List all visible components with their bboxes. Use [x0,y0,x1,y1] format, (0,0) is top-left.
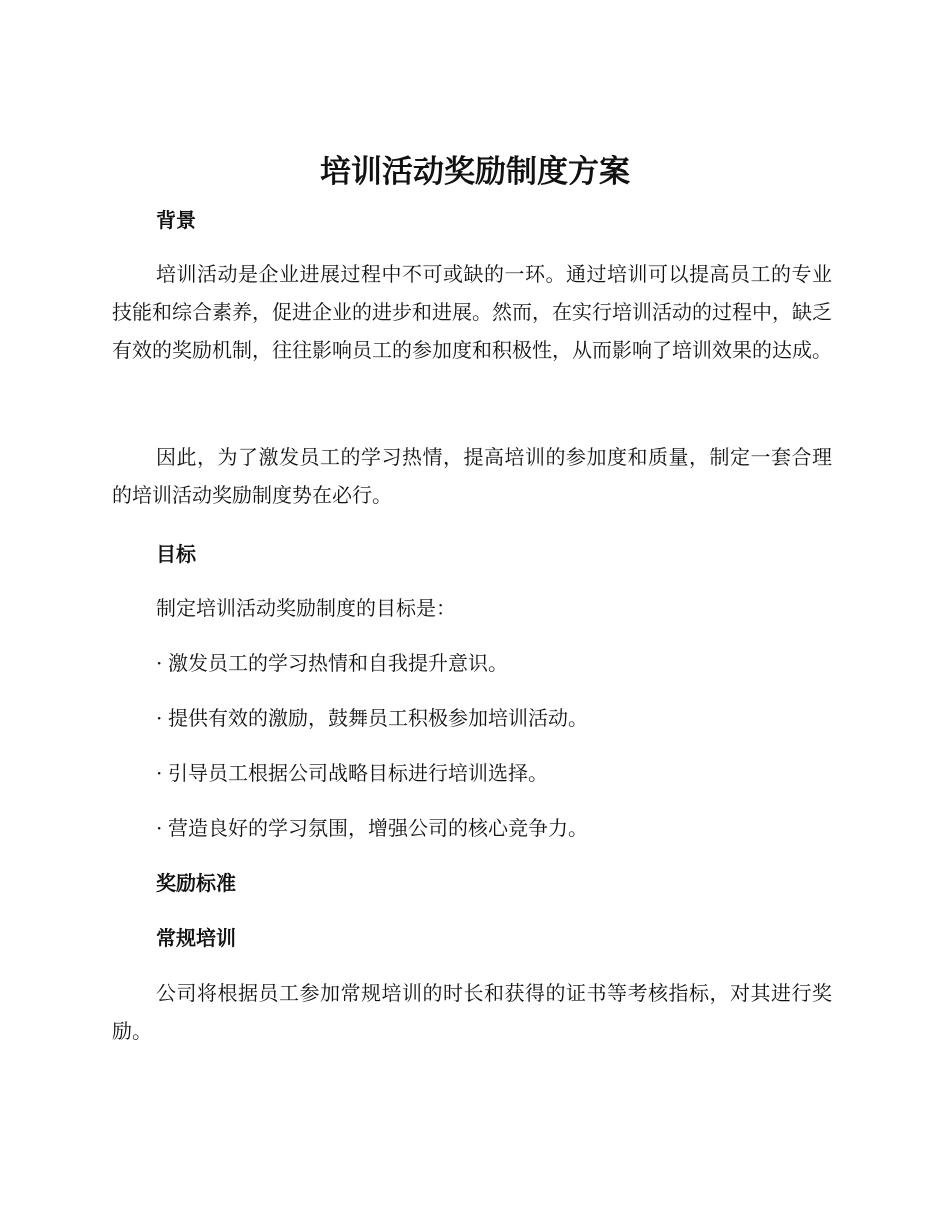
section-heading-goals: 目标 [156,542,196,566]
goal-text: 提供有效的激励，鼓舞员工积极参加培训活动。 [168,706,588,730]
goal-text: 引导员工根据公司战略目标进行培训选择。 [168,761,548,785]
section-heading-background: 背景 [156,208,196,232]
subsection-heading-regular-training: 常规培训 [156,926,236,950]
goal-list-item [156,649,508,677]
document-title: 培训活动奖励制度方案 [320,154,630,190]
section-heading-criteria: 奖励标准 [156,871,236,895]
goal-text: 营造良好的学习氛围，增强公司的核心竞争力。 [168,816,588,840]
bullet-icon: · [156,761,163,785]
goal-list-item [156,759,548,787]
goal-text: 激发员工的学习热情和自我提升意识。 [168,651,508,675]
background-paragraph-2: 因此，为了激发员工的学习热情，提高培训的参加度和质量，制定一套合理的培训活动奖励制度势在必行。 [112,445,832,507]
goals-intro: 制定培训活动奖励制度的目标是： [156,596,456,620]
bullet-icon: · [156,706,163,730]
criteria-paragraph-1: 公司将根据员工参加常规培训的时长和获得的证书等考核指标，对其进行奖励。 [112,981,832,1043]
goal-list-item [156,814,588,842]
background-paragraph-1: 培训活动是企业进展过程中不可或缺的一环。通过培训可以提高员工的专业技能和综合素养，促进企业的进步和进展。然而，在实行培训活动的过程中，缺乏有效的奖励机制，往往影响员工的参加度和积极性，从而影响了培训效果的达成。 [112,262,832,362]
goal-list-item [156,704,588,732]
bullet-icon: · [156,651,163,675]
bullet-icon: · [156,816,163,840]
